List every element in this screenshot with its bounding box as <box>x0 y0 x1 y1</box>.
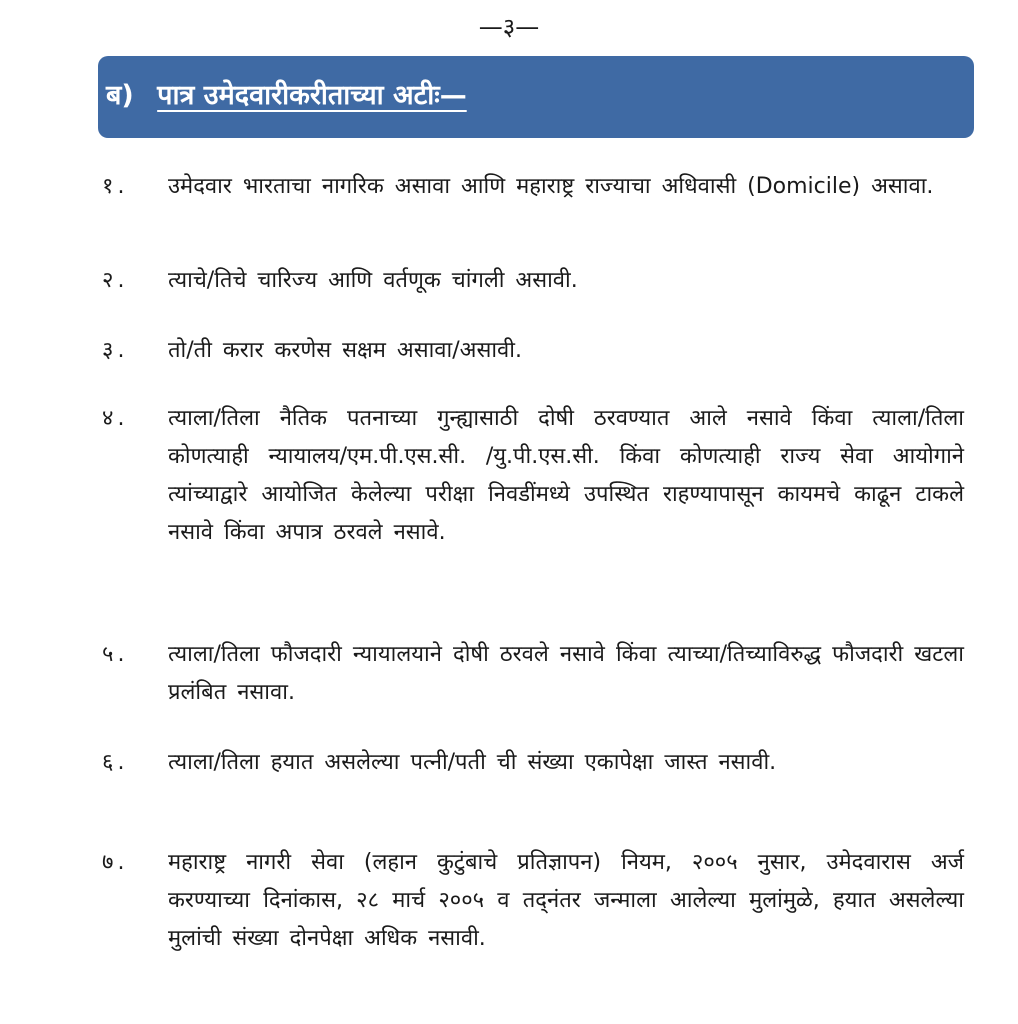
item-number: २. <box>102 268 129 293</box>
section-banner <box>98 56 974 138</box>
section-title: पात्र उमेदवारीकरीताच्या अटीः— <box>157 80 467 111</box>
item-number: ७. <box>102 850 129 875</box>
item-text: त्याला/तिला नैतिक पतनाच्या गुन्ह्यासाठी दोषी ठरवण्यात आले नसावे किंवा त्याला/तिला कोणत्याही न्यायालय/एम.पी.एस.सी. /यु.पी.एस.सी. किंवा कोणत्याही राज्य सेवा आयोगाने त्यांच्याद्वारे आयोजित केलेल्या परीक्षा निवडींमध्ये उपस्थित राहण्यापासून कायमचे काढून टाकले नसावे किंवा अपात्र ठरवले नसावे. <box>168 406 964 545</box>
item-text: त्याला/तिला हयात असलेल्या पत्नी/पती ची संख्या एकापेक्षा जास्त नसावी. <box>168 750 777 775</box>
page-number: —३— <box>478 13 540 41</box>
item-number: १. <box>102 174 129 199</box>
item-number: ६. <box>102 750 129 775</box>
item-text: त्याला/तिला फौजदारी न्यायालयाने दोषी ठरवले नसावे किंवा त्याच्या/तिच्याविरुद्ध फौजदारी खटला प्रलंबित नसावा. <box>168 642 964 705</box>
item-number: ४. <box>102 406 129 431</box>
item-number: ५. <box>102 642 129 667</box>
item-text: उमेदवार भारताचा नागरिक असावा आणि महाराष्ट्र राज्याचा अधिवासी (Domicile) असावा. <box>168 174 934 199</box>
item-number: ३. <box>102 338 129 363</box>
item-text: तो/ती करार करणेस सक्षम असावा/असावी. <box>168 338 522 363</box>
section-marker: ब) <box>106 80 134 111</box>
section-heading <box>106 76 467 116</box>
item-text: महाराष्ट्र नागरी सेवा (लहान कुटुंबाचे प्रतिज्ञापन) नियम, २००५ नुसार, उमेदवारास अर्ज करण्याच्या दिनांकास, २८ मार्च २००५ व तद्नंतर जन्माला आलेल्या मुलांमुळे, हयात असलेल्या मुलांची संख्या दोनपेक्षा अधिक नसावी. <box>168 850 964 951</box>
item-text: त्याचे/तिचे चारिज्य आणि वर्तणूक चांगली असावी. <box>168 268 578 293</box>
